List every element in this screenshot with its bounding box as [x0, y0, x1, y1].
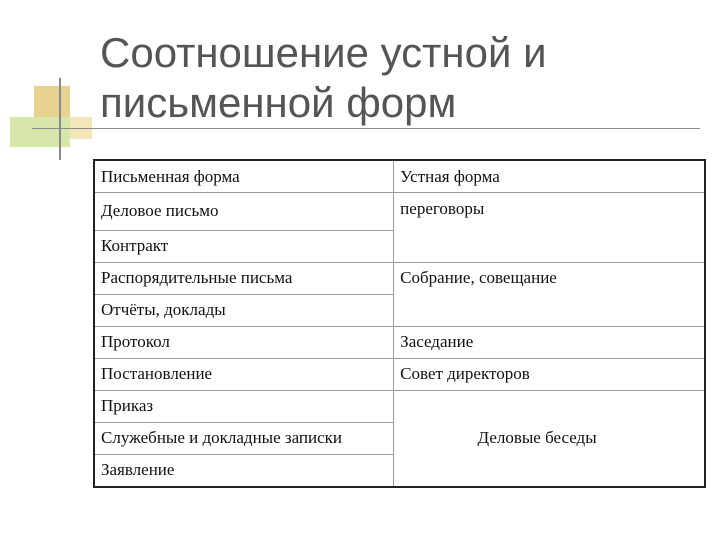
- decor-horizontal-line: [32, 128, 700, 129]
- oral-cell: Совет директоров: [394, 358, 705, 390]
- written-cell: Постановление: [94, 358, 394, 390]
- table-row: [94, 294, 705, 326]
- written-cell: Распорядительные письма: [94, 262, 394, 294]
- table-row: [94, 390, 705, 422]
- written-cell: Протокол: [94, 326, 394, 358]
- header-written-form: Письменная форма: [94, 160, 394, 193]
- decor-square-green: [10, 117, 70, 147]
- slide-title: Соотношение устной и письменной форм: [100, 29, 547, 126]
- table-row: [94, 230, 705, 262]
- table-row: [94, 193, 705, 231]
- oral-cell-empty: [394, 230, 705, 262]
- decor-vertical-line: [59, 78, 61, 160]
- written-cell: Приказ: [94, 390, 394, 422]
- oral-cell: Заседание: [394, 326, 705, 358]
- written-cell: Служебные и докладные записки: [94, 422, 394, 454]
- comparison-table: [93, 159, 706, 488]
- oral-cell-merged: Деловые беседы: [394, 390, 705, 487]
- table-header-row: [94, 160, 705, 193]
- written-cell: Контракт: [94, 230, 394, 262]
- header-oral-form: Устная форма: [394, 160, 705, 193]
- oral-cell: переговоры: [394, 193, 705, 231]
- table-row: [94, 262, 705, 294]
- table-row: [94, 358, 705, 390]
- table-row: [94, 326, 705, 358]
- oral-cell-empty: [394, 294, 705, 326]
- written-cell: Отчёты, доклады: [94, 294, 394, 326]
- written-cell: Заявление: [94, 454, 394, 487]
- written-cell: Деловое письмо: [94, 193, 394, 231]
- oral-cell: Собрание, совещание: [394, 262, 705, 294]
